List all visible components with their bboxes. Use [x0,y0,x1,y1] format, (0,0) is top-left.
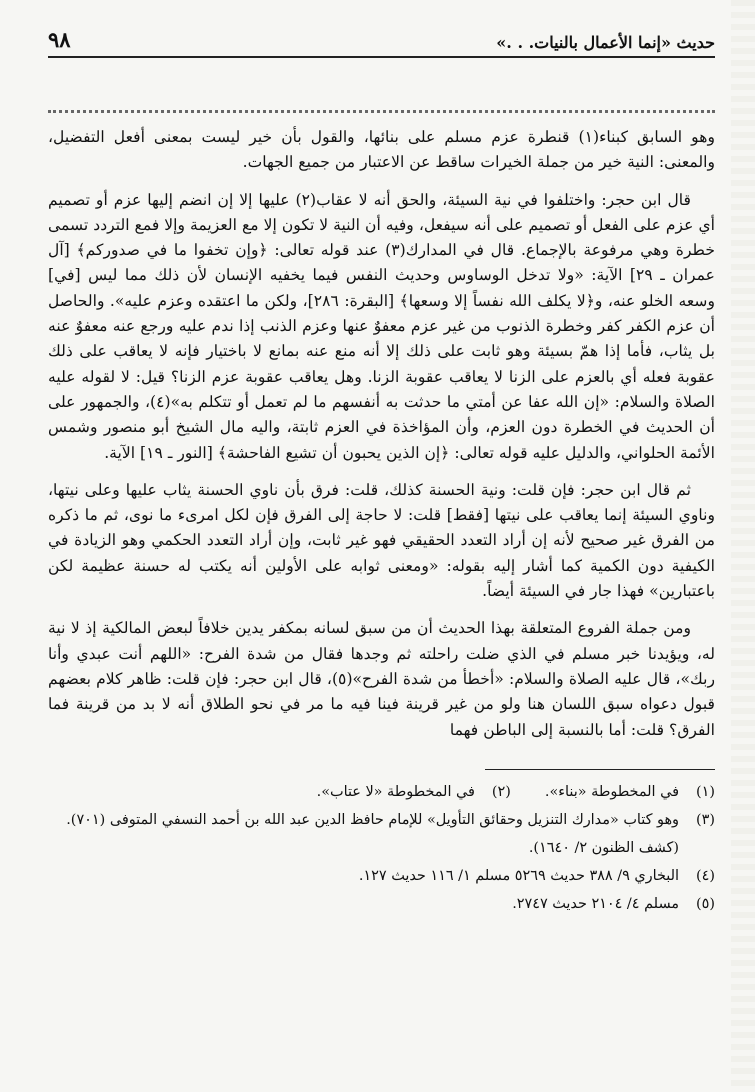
footnote-row-1-2 [48,778,715,806]
footnote-5 [48,890,715,918]
footnote-number: (٥) [696,895,715,912]
paragraph-1: وهو السابق كبناء(١) قنطرة عزم مسلم على بنائها، والقول بأن خير ليست بمعنى أفعل التفضيل، والمعنى: النية خير من جملة الخيرات ساقط عن الاعتبار من جميع الجهات. [48,128,715,172]
dotted-separator [48,80,715,113]
footnote-separator [485,769,715,770]
footnote-number: (١) [696,783,715,800]
footnote-number: (٢) [491,783,511,800]
paragraph-4: ومن جملة الفروع المتعلقة بهذا الحديث أن من سبق لسانه بمكفر يدين خلافاً لبعض المالكية إذ لا نية له، ويؤيدنا خبر مسلم في الذي ضلت راحلته ثم وجدها فقال من شدة الفرح: «اللهم أنت عبدي وأنا ربك»، قال عليه الصلاة والسلام: «أخطأ من شدة الفرح»(٥)، قال ابن حجر: فإن قلت: ظاهر كلام بعضهم قبول دعواه سبق اللسان هنا ولو من غير قرينة فينا فيه ما مر في نحو الطلاق أنه لا بد من قرينة فما الفرق؟ قلت: أما بالنسبة إلى الباطن فهما [48,619,715,739]
paragraph-2: قال ابن حجر: واختلفوا في نية السيئة، والحق أنه لا عقاب(٢) عليها إلا إن انضم إليها عزم أو تصميم أي عزم على الفعل أو تصميم على أنه سيفعل، وفيه أن النية لا تكون إلا مع العزيمة وإلا فمع التردد تسمى خطرة وهي مرفوعة بالإجماع. قال في المدارك(٣) عند قوله تعالى: ﴿وإن تخفوا ما في صدوركم﴾ [آل عمران ـ ٢٩] الآية: «ولا تدخل الوساوس وحديث النفس فيما يخفيه الإنسان لأن ذلك مما ليس [في] وسعه الخلو عنه، و﴿لا يكلف الله نفساً إلا وسعها﴾ [البقرة: ٢٨٦]، ولكن ما اعتقده وعزم عليه». والحاصل أن عزم الكفر كفر وخطرة الذنوب من غير عزم معفوٌ عنها وعزم الذنب إذا ندم عليه ورجع عنه معفوٌ عنه بل يثاب، فأما إذا همّ بسيئة وهو ثابت على ذلك إلا أنه منع عنه بمانع لا باختيار فإنه لا يعاقب على ذلك عقوبة فعله أي بالعزم على الزنا لا يعاقب عقوبة الزنا. وهل يعاقب عقوبة عزم الزنا؟ قيل: لا لقوله عليه الصلاة والسلام: «إن الله عفا عن أمتي ما حدثت به أنفسهم ما لم تعمل أو تتكلم به»(٤)، والجمهور على أن الحديث في الخطرة دون العزم، وأن المؤاخذة في العزم ثابتة، واليه مال الشيخ أبو منصور وشمس الأئمة الحلواني، والدليل عليه قوله تعالى: ﴿إن الذين يحبون أن تشيع الفاحشة﴾ [النور ـ ١٩] الآية. [48,190,715,462]
footnote-3 [48,806,715,862]
footnote-text: البخاري ٩/ ٣٨٨ حديث ٥٢٦٩ مسلم ١/ ١١٦ حديث ١٢٧. [358,867,679,884]
footnote-1 [545,778,715,806]
footnote-number: (٣) [696,811,715,828]
running-title: حديث «إنما الأعمال بالنيات. . .» [496,33,715,52]
page-edge [731,0,755,1092]
footnote-text: في المخطوطة «بناء». [544,783,679,800]
footnote-2 [317,778,511,806]
footnote-text: وهو كتاب «مدارك التنزيل وحقائق التأويل» للإمام حافظ الدين عبد الله بن أحمد النسفي المتوفى (٧٠١). (كشف الظنون ٢/ ١٦٤٠). [66,811,679,856]
footnote-4 [48,862,715,890]
page-number: ٩٨ [48,27,71,52]
footnote-text: في المخطوطة «لا عتاب». [316,783,475,800]
page-header [48,22,715,58]
footnotes [48,778,715,918]
footnote-text: مسلم ٤/ ٢١٠٤ حديث ٢٧٤٧. [512,895,679,912]
paragraph-3: ثم قال ابن حجر: فإن قلت: ونية الحسنة كذلك، قلت: فرق بأن ناوي الحسنة يثاب عليها وعلى نيتها، وناوي السيئة إنما يعاقب على نيتها [فقط] قلت: لا حاجة إلى الفرق فإن لكل امرىء ما نوى، ثم ما ذكره من الفرق غير صحيح لأنه إن أراد التعدد الحقيقي فهو غير ثابت، وإن أراد التعدد الحكمي وهو الزيادة في الكيفية دون الكمية كما أشار إليه بقوله: «ومعنى ثوابه على الأولين أنه يكتب له حسنة عظيمة لكن باعتبارين» فهذا جار في السيئة أيضاً. [48,480,715,601]
footnote-number: (٤) [696,867,715,884]
main-text [48,125,715,743]
